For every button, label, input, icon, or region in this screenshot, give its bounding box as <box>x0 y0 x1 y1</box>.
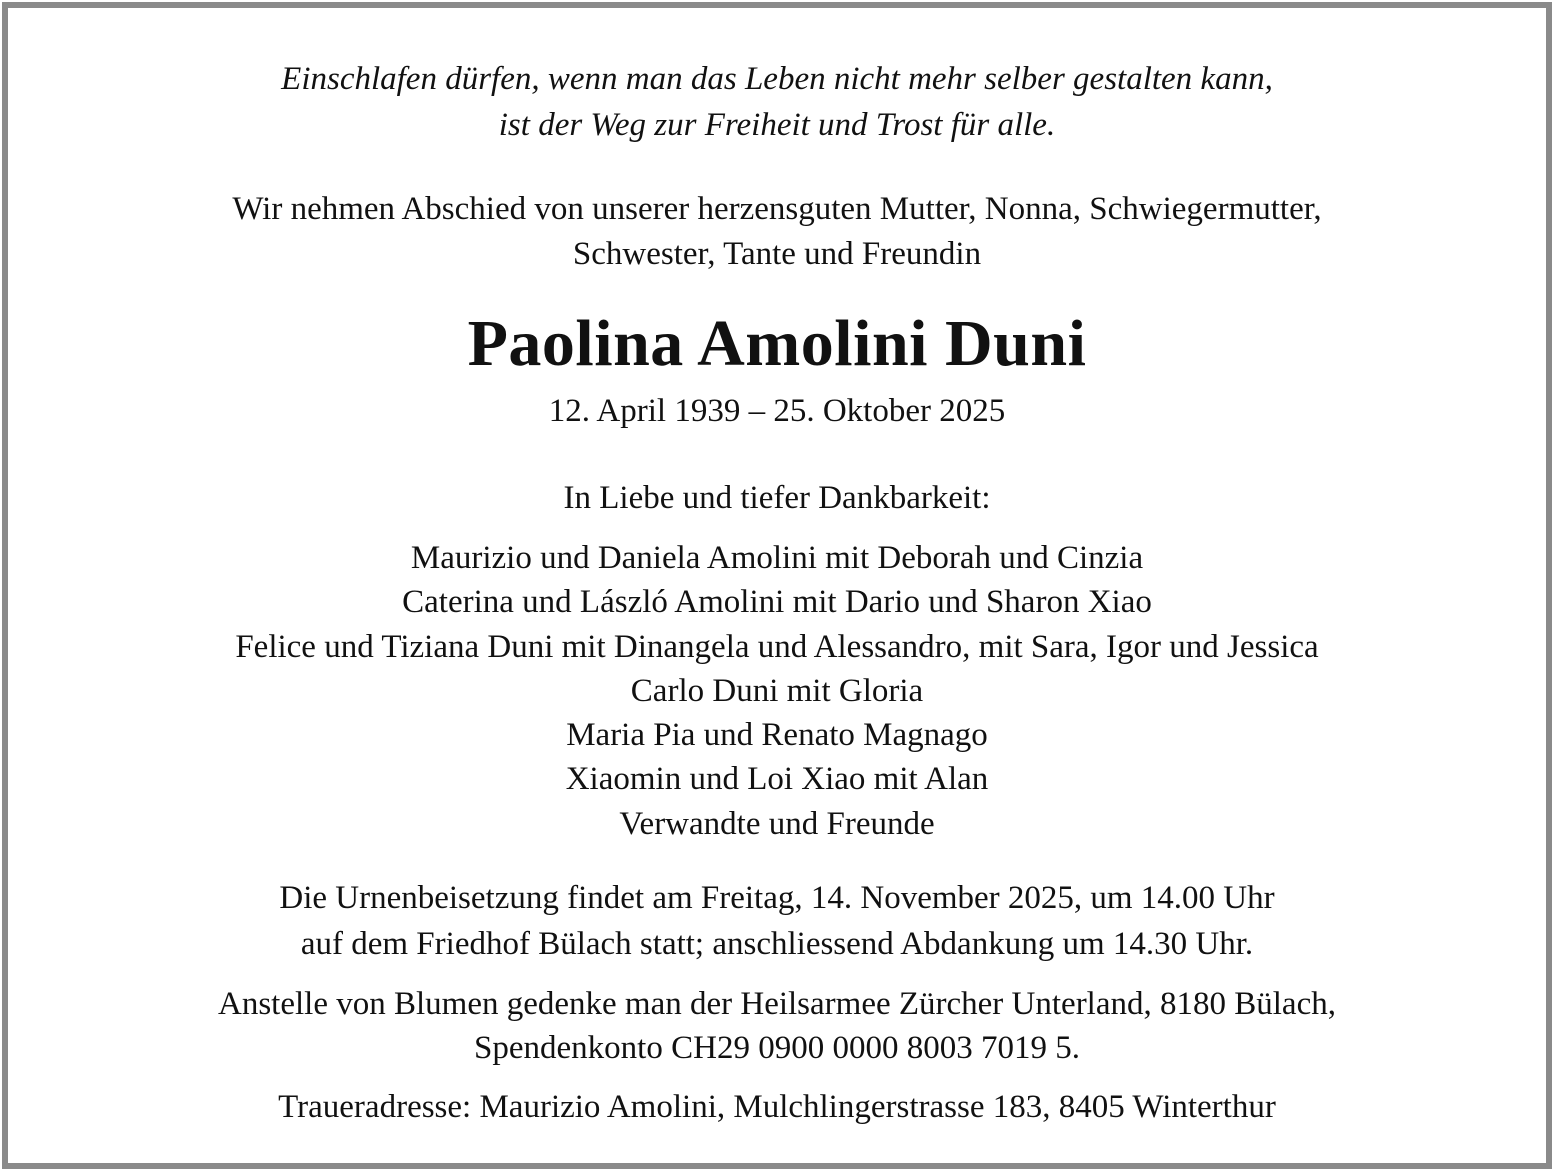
intro-line: Schwester, Tante und Freundin <box>572 236 982 272</box>
mourner-entry: Verwandte und Freunde <box>619 805 935 842</box>
mourner-entry: Maurizio und Daniela Amolini mit Deborah und Cinzia <box>410 540 1144 576</box>
mourning-address: Traueradresse: Maurizio Amolini, Mulchlingerstrasse 183, 8405 Winterthur <box>278 1089 1276 1125</box>
life-dates: 12. April 1939 – 25. Oktober 2025 <box>548 393 1006 429</box>
motto-line: ist der Weg zur Freiheit und Trost für alle. <box>498 107 1056 143</box>
donation-line: Spendenkonto CH29 0900 0000 8003 7019 5. <box>474 1030 1080 1066</box>
donation-info <box>8 982 1546 1070</box>
farewell-intro <box>8 187 1546 277</box>
mourners-list <box>8 536 1546 846</box>
obituary-notice <box>2 2 1552 1169</box>
motto-line: Einschlafen dürfen, wenn man das Leben nicht mehr selber gestalten kann, <box>281 61 1273 97</box>
donation-line: Anstelle von Blumen gedenke man der Heilsarmee Zürcher Unterland, 8180 Bülach, <box>218 986 1336 1022</box>
gratitude-line: In Liebe und tiefer Dankbarkeit: <box>563 480 991 516</box>
burial-info <box>8 875 1546 967</box>
burial-line: auf dem Friedhof Bülach statt; anschliessend Abdankung um 14.30 Uhr. <box>300 926 1254 962</box>
burial-line: Die Urnenbeisetzung findet am Freitag, 14. November 2025, um 14.00 Uhr <box>279 880 1275 916</box>
deceased-name: Paolina Amolini Duni <box>467 307 1087 380</box>
mourner-entry: Caterina und László Amolini mit Dario und Sharon Xiao <box>402 584 1152 621</box>
mourner-entry: Felice und Tiziana Duni mit Dinangela und Alessandro, mit Sara, Igor und Jessica <box>235 628 1319 665</box>
mourner-entry: Maria Pia und Renato Magnago <box>566 717 988 754</box>
mourner-entry: Carlo Duni mit Gloria <box>630 672 924 709</box>
intro-line: Wir nehmen Abschied von unserer herzensguten Mutter, Nonna, Schwiegermutter, <box>232 191 1322 227</box>
obituary-content <box>8 8 1546 1163</box>
mourner-entry: Xiaomin und Loi Xiao mit Alan <box>565 761 989 798</box>
motto-quote <box>8 56 1546 148</box>
